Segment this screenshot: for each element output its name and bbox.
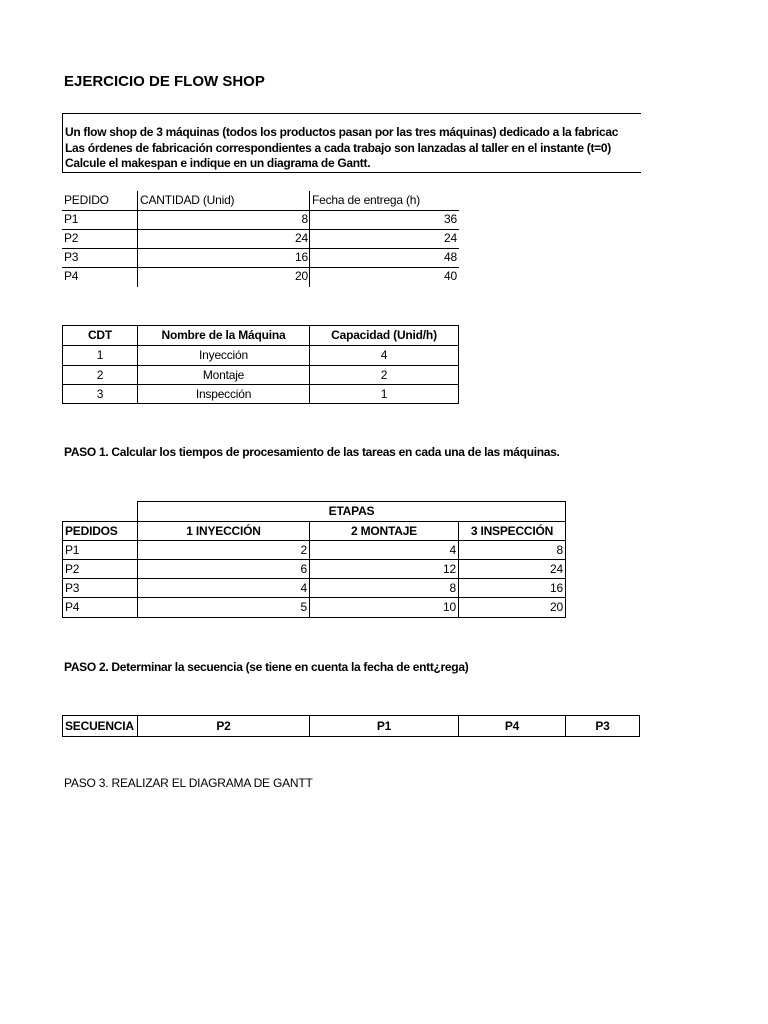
orders-cell: 40 (309, 267, 459, 287)
times-cell: 4 (137, 578, 310, 598)
sequence-item: P1 (309, 715, 459, 737)
orders-header-fecha: Fecha de entrega (h) (309, 191, 459, 211)
times-cell: 16 (458, 578, 566, 598)
problem-description (62, 113, 641, 173)
orders-cell: P4 (64, 269, 79, 283)
description-line: Las órdenes de fabricación correspondientes a cada trabajo son lanzadas al taller en el instante (t=0) (65, 141, 611, 155)
orders-cell: P3 (62, 248, 138, 268)
step-2-text: PASO 2. Determinar la secuencia (se tiene en cuenta la fecha de entt¿rega) (64, 660, 469, 674)
page-title: EJERCICIO DE FLOW SHOP (64, 73, 265, 90)
times-cell: 12 (309, 559, 459, 579)
sequence-item: P4 (458, 715, 566, 737)
orders-header-cantidad: CANTIDAD (Unid) (137, 191, 310, 211)
machines-cell: Inspección (137, 384, 310, 404)
orders-cell: 48 (309, 248, 459, 268)
times-cell: P3 (62, 578, 138, 598)
times-cell: P4 (62, 597, 138, 618)
times-cell: 10 (309, 597, 459, 618)
sequence-item: P2 (137, 715, 310, 737)
machines-cell: 4 (309, 345, 459, 366)
times-cell: 20 (458, 597, 566, 618)
machines-cell: Inyección (137, 345, 310, 366)
orders-header-pedido: PEDIDO (62, 191, 138, 211)
description-line: Un flow shop de 3 máquinas (todos los productos pasan por las tres máquinas) dedicado a la fabricac (65, 125, 619, 139)
orders-cell: 36 (309, 210, 459, 230)
orders-cell: 8 (137, 210, 310, 230)
times-header-montaje: 2 MONTAJE (309, 521, 459, 541)
sequence-item: P3 (565, 715, 640, 737)
orders-cell: 16 (137, 248, 310, 268)
orders-cell: P2 (62, 229, 138, 249)
times-cell: 8 (458, 540, 566, 560)
step-3-text: PASO 3. REALIZAR EL DIAGRAMA DE GANTT (64, 776, 313, 790)
machines-header-capacidad: Capacidad (Unid/h) (309, 325, 459, 346)
machines-cell: 3 (62, 384, 138, 404)
sequence-label: SECUENCIA (62, 715, 138, 737)
orders-cell: 20 (137, 267, 310, 287)
description-line: Calcule el makespan e indique en un diagrama de Gantt. (65, 156, 371, 170)
orders-cell: P1 (62, 210, 138, 230)
machines-cell: 1 (309, 384, 459, 404)
times-header-inspeccion: 3 INSPECCIÓN (458, 521, 566, 541)
machines-header-cdt: CDT (62, 325, 138, 346)
machines-cell: 2 (62, 365, 138, 385)
step-1-text: PASO 1. Calcular los tiempos de procesamiento de las tareas en cada una de las máquinas. (64, 445, 560, 459)
times-cell: 5 (137, 597, 310, 618)
times-cell: 24 (458, 559, 566, 579)
machines-cell: 2 (309, 365, 459, 385)
times-cell: 4 (309, 540, 459, 560)
times-cell: P1 (62, 540, 138, 560)
machines-cell: Montaje (137, 365, 310, 385)
orders-cell: 24 (309, 229, 459, 249)
times-cell: 8 (309, 578, 459, 598)
orders-cell: 24 (137, 229, 310, 249)
times-header-inyeccion: 1 INYECCIÓN (137, 521, 310, 541)
times-header-pedidos: PEDIDOS (62, 521, 138, 541)
machines-header-nombre: Nombre de la Máquina (137, 325, 310, 346)
times-group-header: ETAPAS (137, 501, 566, 522)
times-cell: 6 (137, 559, 310, 579)
times-cell: P2 (62, 559, 138, 579)
machines-cell: 1 (62, 345, 138, 366)
times-cell: 2 (137, 540, 310, 560)
